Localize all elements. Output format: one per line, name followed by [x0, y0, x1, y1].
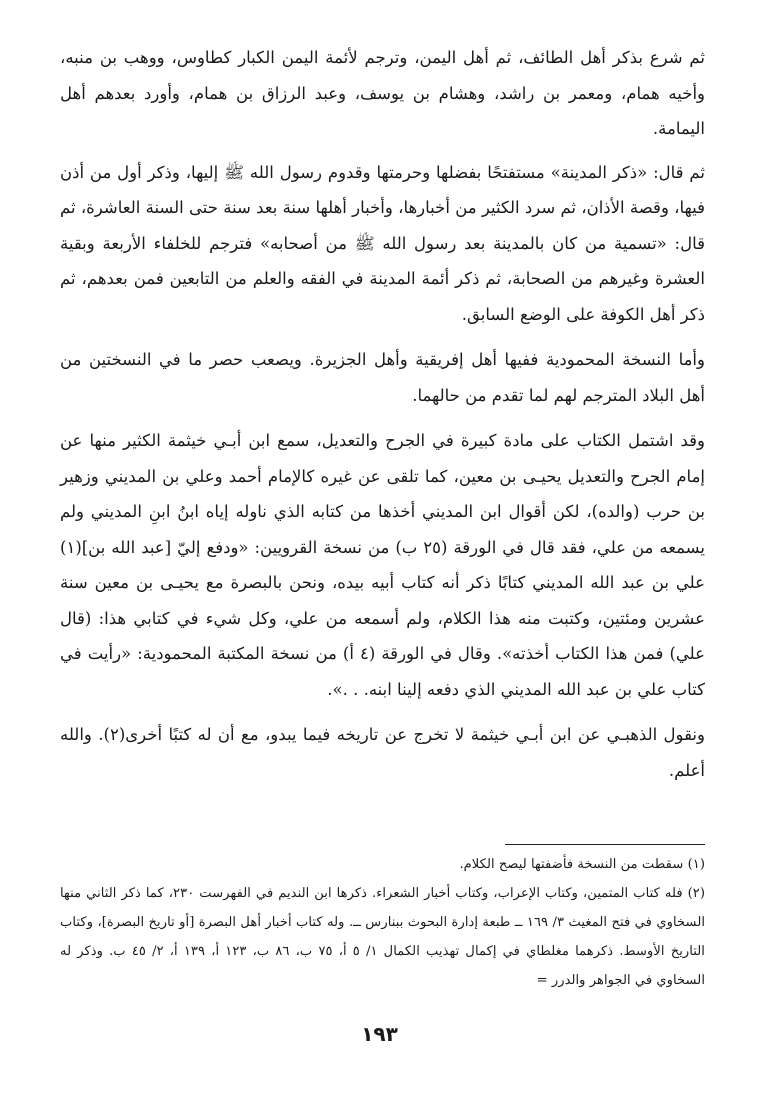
- paragraph-jarh-tadil: وقد اشتمل الكتاب على مادة كبيرة في الجرح والتعديل، سمع ابن أبـي خيثمة الكثير منها عن إمام الجرح والتعديل يحيـى بن معين، كما تلقى عن غيره كالإمام أحمد وعلي بن المديني وزهير بن حرب (والده)، لكن أقوال ابن المديني أخذها من كتابه الذي ناوله إياه ابنُ ابنِ المديني ولم يسمعه من علي، فقد قال في الورقة (٢٥ ب) من نسخة القرويين: «ودفع إليّ [عبد الله بن](١) علي بن عبد الله المديني كتابًا ذكر أنه كتاب أبيه بيده، ونحن بالبصرة مع يحيـى بن معين سنة عشرين ومئتين، وكتبت منه هذا الكلام، ولم أسمعه من علي، وكل شيء في كتابي هذا: (قال علي) فمن هذا الكتاب أخذته». وقال في الورقة (٤ أ) من نسخة المكتبة المحمودية: «رأيت في كتاب علي بن عبد الله المديني الذي دفعه إلينا ابنه. . .».: [60, 431, 705, 699]
- paragraph-yemen: ثم شرع بذكر أهل الطائف، ثم أهل اليمن، وترجم لأئمة اليمن الكبار كطاوس، ووهب بن منبه، وأخيه همام، ومعمر بن راشد، وهشام بن يوسف، وعبد الرزاق بن همام، وأورد بعدهم أهل اليمامة.: [60, 48, 705, 138]
- paragraph-mahmudiyya: وأما النسخة المحمودية ففيها أهل إفريقية وأهل الجزيرة. ويصعب حصر ما في النسختين من أهل البلاد المترجم لهم لما تقدم من حالهما.: [60, 350, 705, 405]
- page-number: ١٩٣: [361, 1022, 398, 1046]
- footnote-divider: [505, 844, 705, 845]
- paragraph-madinah: ثم قال: «ذكر المدينة» مستفتحًا بفضلها وحرمتها وقدوم رسول الله ﷺ إليها، وذكر أول من أذن فيها، وقصة الأذان، ثم سرد الكثير من أخبارها، وأخبار أهلها سنة بعد سنة حتى السنة العاشرة، ثم قال: «تسمية من كان بالمدينة بعد رسول الله ﷺ من أصحابه» فترجم للخلفاء الأربعة وبقية العشرة وغيرهم من الصحابة، ثم ذكر أئمة المدينة في الفقه والعلم من التابعين فمن بعدهم، ثم ذكر أهل الكوفة على الوضع السابق.: [60, 162, 705, 324]
- footnote-2: (٢) فله كتاب المتمين، وكتاب الإعراب، وكتاب أخبار الشعراء. ذكرها ابن النديم في الفهرست ٢٣٠، كما ذكر الثاني منها السخاوي في فتح المغيث ٣/ ١٦٩ ــ طبعة إدارة البحوث ببنارس ــ. وله كتاب أخبار أهل البصرة [أو تاريخ البصرة]، وكتاب التاريخ الأوسط. ذكرهما مغلطاي في إكمال تهذيب الكمال ١/ ٥ أ، ٧٥ ب، ٨٦ ب، ١٢٣ أ، ١٣٩ أ، ٢/ ٤٥ ب. وذكر له السخاوي في الجواهر والدرر =: [60, 886, 706, 988]
- footnote-1: (١) سقطت من النسخة فأضفتها ليصح الكلام.: [459, 857, 705, 872]
- paragraph-dhahabi: ونقول الذهبـي عن ابن أبـي خيثمة لا تخرج عن تاريخه فيما يبدو، مع أن له كتبًا أخرى(٢). والله أعلم.: [60, 725, 705, 780]
- footnotes: [60, 850, 705, 995]
- main-text: [60, 40, 705, 798]
